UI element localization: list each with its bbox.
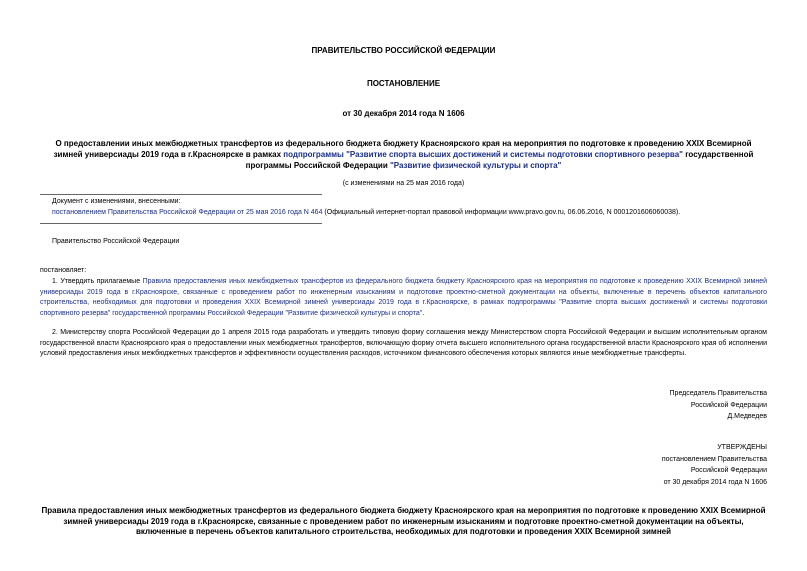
approved-date: от 30 декабря 2014 года N 1606 <box>663 478 767 486</box>
amendments-top-rule <box>40 194 322 195</box>
title-text-2: государственной программы Российской Федерации <box>245 150 754 170</box>
p1-end: . <box>422 309 425 317</box>
issuer: Правительство Российской Федерации <box>52 238 180 245</box>
signature-country: Российской Федерации <box>690 401 767 409</box>
government-heading: ПРАВИТЕЛЬСТВО РОССИЙСКОЙ ФЕДЕРАЦИИ <box>311 46 496 55</box>
paragraph-1 <box>40 277 767 319</box>
rules-title: Правила предоставления иных межбюджетных трансфертов из федерального бюджета бюджету Красноярского края на мероприятия по подготовке к проведению XXIX Всемирной зимней универсиады 2019 года в г.Красноярске, связанные с проведением работ по инженерным изысканиям и подготовке проектно-сметной документации на объекты, включенные в перечень объектов капитального строительства, необходимых для подготовки и проведения XXIX Всемирной зимней <box>41 506 766 536</box>
amendments-bottom-rule <box>40 223 322 224</box>
amendments-line <box>52 207 772 219</box>
signature-block <box>467 388 767 423</box>
amendment-link[interactable]: постановлением Правительства Российской Федерации от 25 мая 2016 года N 464 <box>52 209 323 216</box>
title-link-program[interactable]: "Развитие физической культуры и спорта" <box>389 161 562 170</box>
changes-note: (с изменениями на 25 мая 2016 года) <box>342 180 465 187</box>
amendments-intro: Документ с изменениями, внесенными: <box>52 198 181 205</box>
signature-title: Председатель Правительства <box>669 390 767 397</box>
p1-start: 1. Утвердить прилагаемые <box>52 278 143 285</box>
document-type: ПОСТАНОВЛЕНИЕ <box>366 79 441 88</box>
p1-rules-link[interactable]: Правила предоставления иных межбюджетных трансфертов из федерального бюджета бюджету Красноярского края на мероприятия по подготовке к проведению XXIX Всемирной зимней универсиады 2019 года в г.Красноярске, связанные с проведением работ по инженерным изысканиям и подготовке проектно-сметной документации на объекты, включенные в перечень объектов капитального строительства, необходимых для подготовки и проведения XXIX Всемирной зимней универсиады 2019 года в г.Красноярске, в рамках подпрограммы "Развитие спорта высших достижений и системы подготовки спортивного резерва" государственной программы Российской Федерации "Развитие физической культуры и спорта" <box>40 278 767 317</box>
title-text-1: О предоставлении иных межбюджетных трансфертов из федерального бюджета бюджету Красноярского края на мероприятия по подготовке к проведению XXIX Всемирной зимней универсиады 2019 года в г.Красноярске в рамках <box>53 139 752 159</box>
title-link-subprogram[interactable]: подпрограммы "Развитие спорта высших достижений и системы подготовки спортивного резерва" <box>283 150 683 159</box>
document-title <box>40 138 767 171</box>
approval-block <box>467 442 767 488</box>
amendment-source: (Официальный интернет-портал правовой информации www.pravo.gov.ru, 06.06.2016, N 0001201606060038). <box>322 209 681 216</box>
signature-name: Д.Медведев <box>727 413 767 420</box>
document-date-number: от 30 декабря 2014 года N 1606 <box>342 109 465 118</box>
approved-country: Российской Федерации <box>690 467 767 474</box>
approved-by: постановлением Правительства <box>661 455 767 463</box>
approved-label: УТВЕРЖДЕНЫ <box>717 444 767 451</box>
paragraph-2: 2. Министерству спорта Российской Федерации до 1 апреля 2015 года разработать и утвердить типовую форму соглашения между Министерством спорта Российской Федерации и высшим исполнительным органом государственной власти Красноярского края о предоставлении иных межбюджетных трансфертов, включающую форму отчета высшего исполнительного органа государственной власти Красноярского края об исполнении условий предоставления иных межбюджетных трансфертов и эффективности осуществления расходов, источником финансового обеспечения которых являются иные межбюджетные трансферты. <box>40 329 767 357</box>
resolves: постановляет: <box>40 267 87 274</box>
